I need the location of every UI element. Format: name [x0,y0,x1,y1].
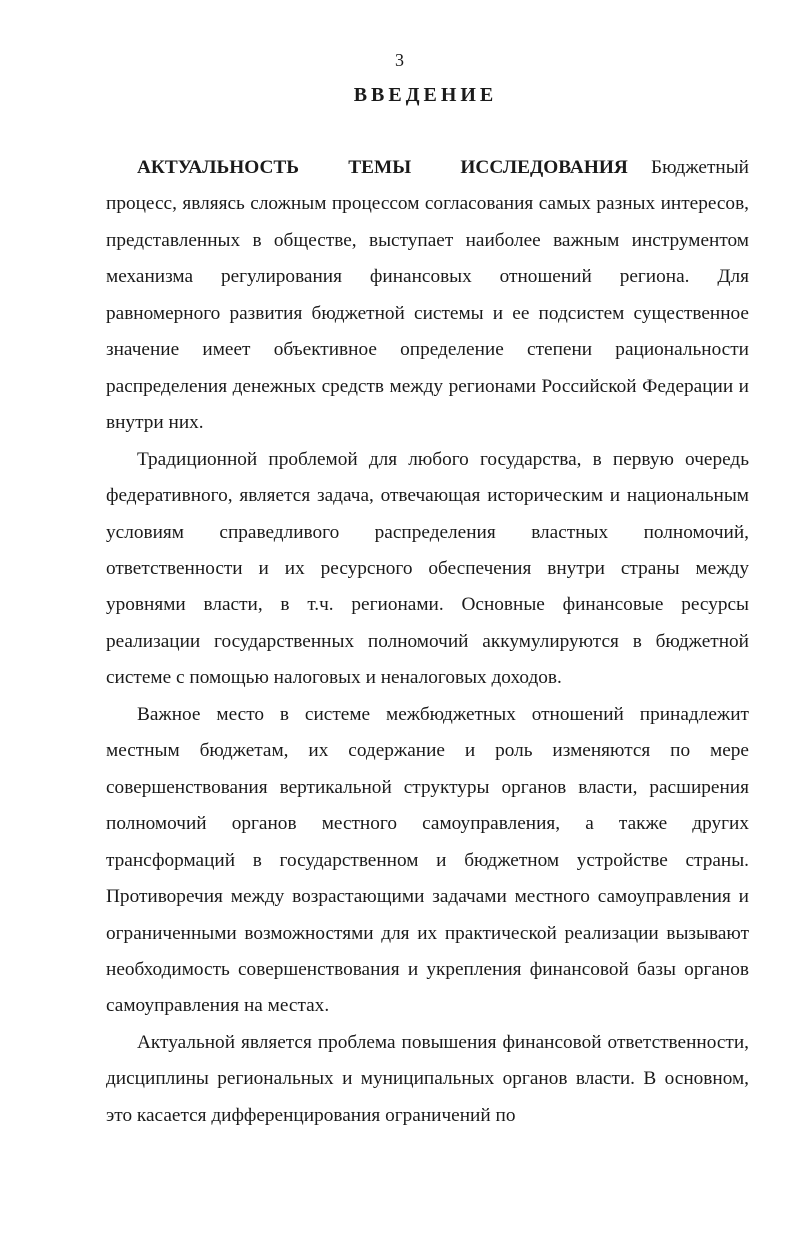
paragraph-relevance [106,150,749,442]
paragraph-text: Бюджетный процесс, являясь сложным процессом согласования самых разных интересов, представленных в обществе, выступает наиболее важным инструментом механизма регулирования финансовых отношений региона. Для равномерного развития бюджетной системы и ее подсистем существенное значение имеет объективное определение степени рациональности распределения денежных средств между регионами Российской Федерации и внутри них. [106,157,749,434]
paragraph-responsibility: Актуальной является проблема повышения финансовой ответственности, дисциплины региональных и муниципальных органов власти. В основном, это касается дифференцирования ограничений по [106,1031,749,1126]
document-body [106,150,749,1134]
paragraph-federal-problem: Традиционной проблемой для любого государства, в первую очередь федеративного, является задача, отвечающая историческим и национальным условиям справедливого распределения властных полномочий, ответственности и их ресурсного обеспечения внутри страны между уровнями власти, в т.ч. регионами. Основные финансовые ресурсы реализации государственных полномочий аккумулируются в бюджетной системе с помощью налоговых и неналоговых доходов. [106,448,749,689]
page-number: 3 [395,50,404,70]
relevance-lead: АКТУАЛЬНОСТЬ ТЕМЫ ИССЛЕДОВАНИЯ [137,157,628,178]
paragraph-local-budgets: Важное место в системе межбюджетных отношений принадлежит местным бюджетам, их содержание и роль изменяются по мере совершенствования вертикальной структуры органов власти, расширения полномочий органов местного самоуправления, а также других трансформаций в государственном и бюджетном устройстве страны. Противоречия между возрастающими задачами местного самоуправления и ограниченными возможностями для их практической реализации вызывают необходимость совершенствования и укрепления финансовой базы органов самоуправления на местах. [106,703,749,1017]
section-heading: ВВЕДЕНИЕ [353,84,498,106]
